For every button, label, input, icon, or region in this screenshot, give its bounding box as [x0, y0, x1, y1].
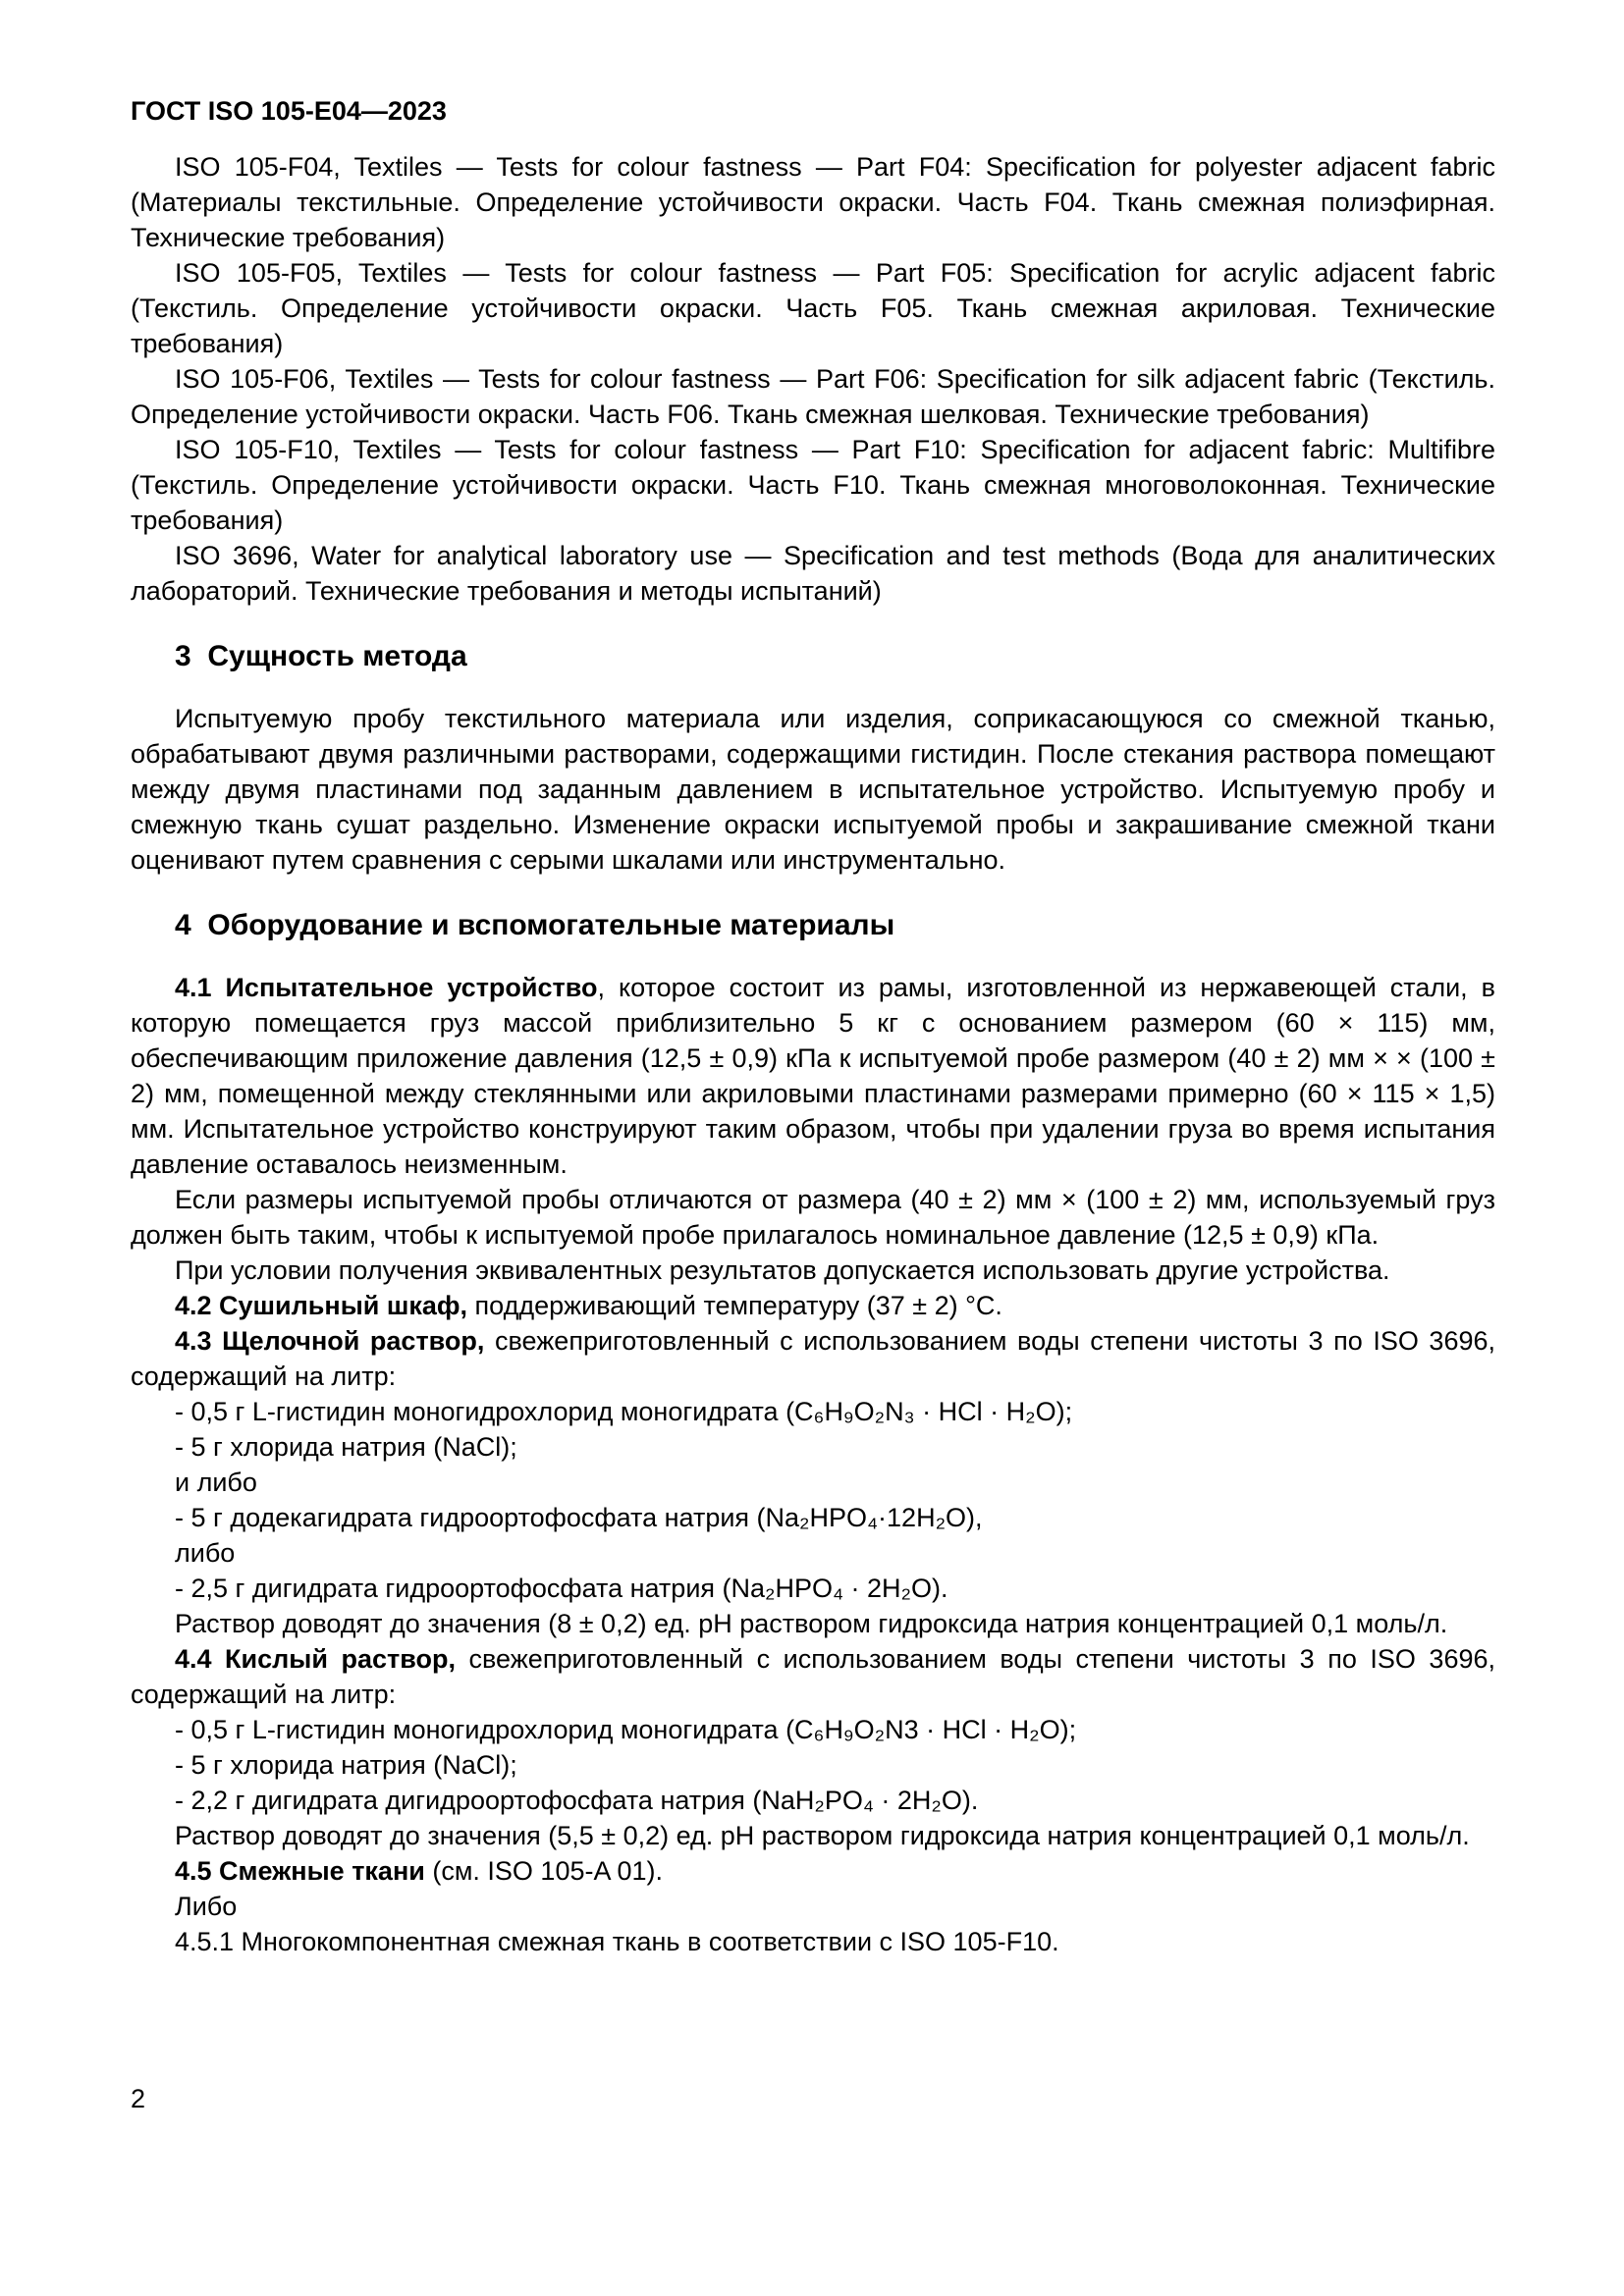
text-run: Испытуемую пробу текстильного материала или изделия, соприкасающуюся со смежной тканью, обрабатывают двумя различными растворами, содержащими гистидин. После стекания раствора помещают между двумя пластинами под заданным давлением в испытательное устройство. Испытуемую пробу и смежную ткань сушат раздельно. Изменение окраски испытуемой пробы и закрашивание смежной ткани оценивают путем сравнения с серыми шкалами или инструментально. [131, 704, 1495, 875]
list-item [131, 1465, 1495, 1500]
text-run: 4.3 Щелочной раствор, [175, 1326, 485, 1356]
document-header: ГОСТ ISO 105-E04—2023 [131, 96, 447, 126]
document-content [131, 93, 1495, 1959]
text-run: - 5 г хлорида натрия (NaCl); [175, 1750, 517, 1780]
text-run: - 2,5 г дигидрата гидроортофосфата натрия (Na₂HPO₄ · 2H₂O). [175, 1574, 948, 1603]
text-run: (см. ISO 105-A 01). [424, 1856, 664, 1886]
text-run: ISO 3696, Water for analytical laboratory use — Specification and test methods (Вода для аналитических лабораторий. Технические требования и методы испытаний) [131, 541, 1495, 606]
text-run: - 0,5 г L-гистидин моногидрохлорид моногидрата (C₆H₉O₂N₃ · HCl · H₂O); [175, 1397, 1073, 1426]
text-run: - 2,2 г дигидрата дигидроортофосфата натрия (NaH₂PO₄ · 2H₂O). [175, 1786, 979, 1815]
text-run: ISO 105-F10, Textiles — Tests for colour fastness — Part F10: Specification for adjacent fabric: Multifibre (Текстиль. Определение устойчивости окраски. Часть F10. Ткань смежная многоволоконная. Технические требования) [131, 435, 1495, 535]
list-item [131, 1394, 1495, 1429]
text-run: - 5 г додекагидрата гидроортофосфата натрия (Na₂HPO₄·12H₂O), [175, 1503, 983, 1532]
list-item [131, 1783, 1495, 1818]
text-run: 4.1 Испытательное устройство [175, 973, 598, 1002]
list-item [131, 1747, 1495, 1783]
text-run: Если размеры испытуемой пробы отличаются от размера (40 ± 2) мм × (100 ± 2) мм, используемый груз должен быть таким, чтобы к испытуемой пробе прилагалось номинальное давление (12,5 ± 0,9) кПа. [131, 1185, 1495, 1250]
text-run: - 5 г хлорида натрия (NaCl); [175, 1432, 517, 1462]
paragraph [131, 361, 1495, 432]
section-heading [131, 907, 1495, 944]
paragraph [131, 1641, 1495, 1712]
paragraph [131, 1606, 1495, 1641]
text-run: 4.4 Кислый раствор, [175, 1644, 456, 1674]
text-run: 4.5.1 Многокомпонентная смежная ткань в соответствии с ISO 105-F10. [175, 1927, 1059, 1956]
text-run: Либо [175, 1892, 238, 1921]
paragraph [131, 1924, 1495, 1959]
text-run: свежеприготовленный с использованием воды степени чистоты 3 по ISO 3696, содержащий на литр: [131, 1326, 1496, 1391]
text-run: 4.5 Смежные ткани [175, 1856, 425, 1886]
paragraph [131, 1288, 1495, 1323]
text-run: свежеприготовленный с использованием воды степени чистоты 3 по ISO 3696, содержащий на литр: [131, 1644, 1495, 1709]
paragraph [131, 1818, 1495, 1853]
document-body [131, 149, 1495, 1959]
text-run: ISO 105-F04, Textiles — Tests for colour fastness — Part F04: Specification for polyester adjacent fabric (Материалы текстильные. Определение устойчивости окраски. Часть F04. Ткань смежная полиэфирная. Технические требования) [131, 152, 1495, 252]
text-run: , которое состоит из рамы, изготовленной из нержавеющей стали, в которую помещается груз массой приблизительно 5 кг с основанием размером (60 × 115) мм, обеспечивающим приложение давления (12,5 ± 0,9) кПа к испытуемой пробе размером (40 ± 2) мм × × (100 ± 2) мм, помещенной между стеклянными или акриловыми пластинами размерами примерно (60 × 115 × 1,5) мм. Испытательное устройство конструируют таким образом, чтобы при удалении груза во время испытания давление оставалось неизменным. [131, 973, 1496, 1179]
list-item [131, 1889, 1495, 1924]
list-item [131, 1429, 1495, 1465]
text-run: поддерживающий температуру (37 ± 2) °С. [467, 1291, 1002, 1320]
paragraph [131, 701, 1495, 878]
list-item [131, 1535, 1495, 1571]
list-item [131, 1571, 1495, 1606]
paragraph [131, 538, 1495, 609]
text-run: ISO 105-F05, Textiles — Tests for colour fastness — Part F05: Specification for acrylic adjacent fabric (Текстиль. Определение устойчивости окраски. Часть F05. Ткань смежная акриловая. Технические требования) [131, 258, 1495, 358]
text-run: 4 Оборудование и вспомогательные материалы [175, 909, 895, 941]
page-number: 2 [131, 2084, 146, 2113]
section-heading [131, 638, 1495, 675]
paragraph [131, 149, 1495, 255]
text-run: Раствор доводят до значения (5,5 ± 0,2) ед. pH раствором гидроксида натрия концентрацией 0,1 моль/л. [175, 1821, 1470, 1850]
text-run: При условии получения эквивалентных результатов допускается использовать другие устройства. [175, 1255, 1390, 1285]
paragraph [131, 970, 1495, 1182]
text-run: 3 Сущность метода [175, 640, 467, 672]
paragraph [131, 1323, 1495, 1394]
paragraph [131, 1182, 1495, 1253]
text-run: либо [175, 1538, 236, 1568]
list-item [131, 1712, 1495, 1747]
text-run: 4.2 Сушильный шкаф, [175, 1291, 468, 1320]
text-run: ISO 105-F06, Textiles — Tests for colour fastness — Part F06: Specification for silk adjacent fabric (Текстиль. Определение устойчивости окраски. Часть F06. Ткань смежная шелковая. Технические требования) [131, 364, 1495, 429]
paragraph [131, 1253, 1495, 1288]
text-run: Раствор доводят до значения (8 ± 0,2) ед. pH раствором гидроксида натрия концентрацией 0,1 моль/л. [175, 1609, 1448, 1638]
paragraph [131, 255, 1495, 361]
list-item [131, 1500, 1495, 1535]
text-run: - 0,5 г L-гистидин моногидрохлорид моногидрата (C₆H₉O₂N3 · HCl · H₂O); [175, 1715, 1077, 1744]
paragraph [131, 1853, 1495, 1889]
text-run: и либо [175, 1468, 257, 1497]
paragraph [131, 432, 1495, 538]
